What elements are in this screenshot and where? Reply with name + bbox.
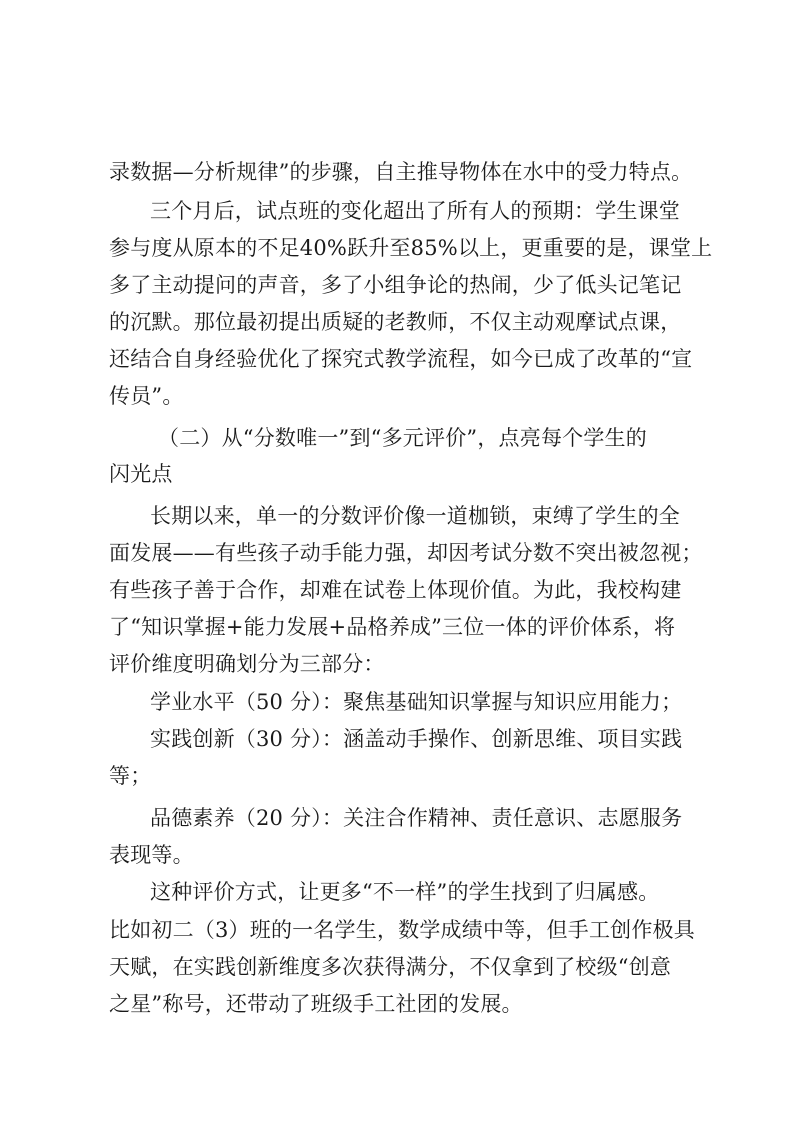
list-item-character: 品德素养（20 分）：关注合作精神、责任意识、志愿服务: [150, 806, 683, 830]
text-line: 天赋，在实践创新维度多次获得满分，不仅拿到了校级“创意: [109, 955, 672, 979]
text-line: 面发展——有些孩子动手能力强，却因考试分数不突出被忽视；: [109, 541, 703, 565]
text-line: 还结合自身经验优化了探究式教学流程，如今已成了改革的“宣: [109, 347, 693, 371]
text-line: 多了主动提问的声音，多了小组争论的热闹，少了低头记笔记: [109, 273, 682, 297]
text-line: 的沉默。那位最初提出质疑的老教师，不仅主动观摩试点课，: [109, 310, 682, 334]
text-line: 之星”称号，还带动了班级手工社团的发展。: [109, 992, 523, 1016]
section-heading-continued: 闪光点: [109, 462, 173, 486]
paragraph-start-line: 这种评价方式，让更多“不一样”的学生找到了归属感。: [150, 880, 660, 904]
text-line: 比如初二（3）班的一名学生，数学成绩中等，但手工创作极具: [109, 918, 695, 942]
text-line: 等；: [109, 764, 152, 788]
text-line: 表现等。: [109, 843, 194, 867]
text-line: 了“知识掌握+能力发展+品格养成”三位一体的评价体系，将: [109, 615, 676, 639]
text-line: 传员”。: [109, 384, 184, 408]
paragraph-start-line: 长期以来，单一的分数评价像一道枷锁，束缚了学生的全: [150, 504, 680, 528]
list-item-academic: 学业水平（50 分）：聚焦基础知识掌握与知识应用能力；: [150, 690, 683, 714]
section-heading: （二）从“分数唯一”到“多元评价”，点亮每个学生的: [158, 426, 647, 450]
text-line: 评价维度明确划分为三部分：: [109, 652, 385, 676]
paragraph-start-line: 三个月后，试点班的变化超出了所有人的预期：学生课堂: [150, 199, 680, 223]
text-line: 参与度从原本的不足40%跃升至85%以上，更重要的是，课堂上: [109, 236, 713, 260]
list-item-practice: 实践创新（30 分）：涵盖动手操作、创新思维、项目实践: [150, 727, 683, 751]
text-line: 有些孩子善于合作，却难在试卷上体现价值。为此，我校构建: [109, 578, 682, 602]
text-line: 录数据—分析规律”的步骤，自主推导物体在水中的受力特点。: [109, 160, 693, 184]
